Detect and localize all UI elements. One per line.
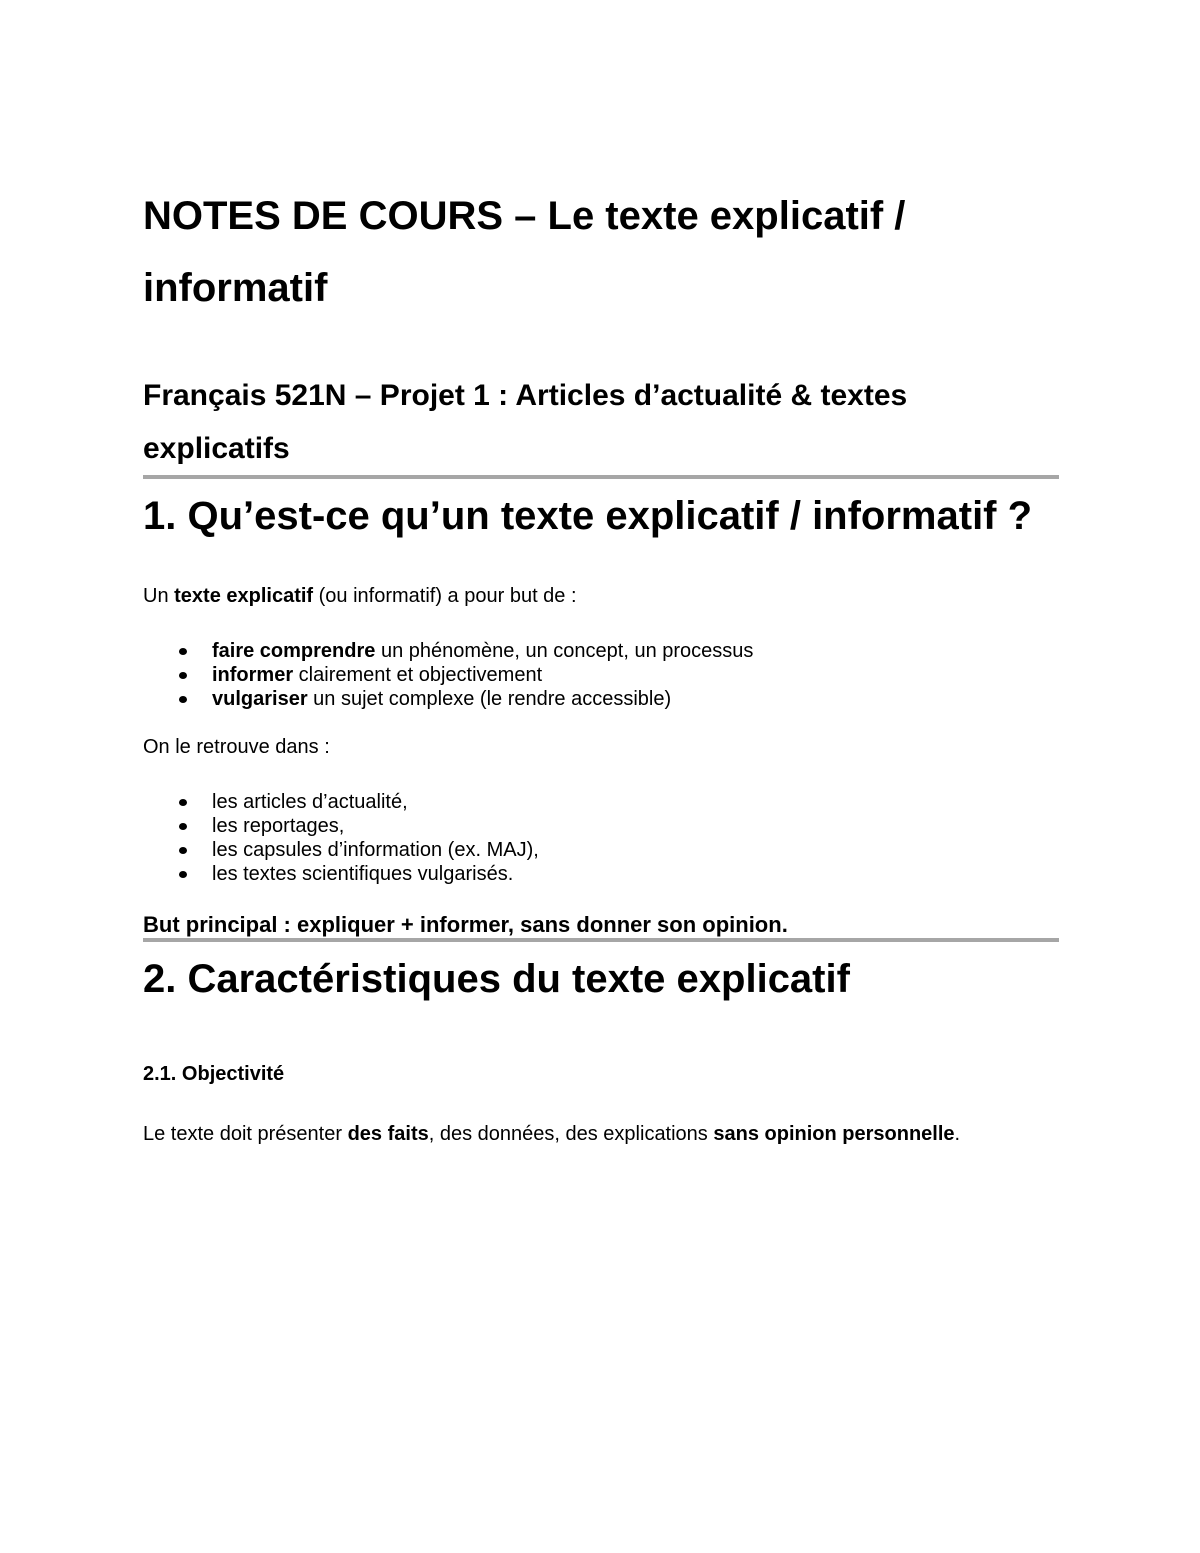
section-1-heading: 1. Qu’est-ce qu’un texte explicatif / informatif ? [143, 494, 1033, 538]
definition-term: texte explicatif [174, 585, 314, 607]
main-goal-statement: But principal : expliquer + informer, sans donner son opinion. [143, 912, 788, 937]
document-content [143, 180, 1059, 1146]
objectivity-paragraph [143, 1122, 1059, 1146]
subsection-heading: 2.1. Objectivité [143, 1063, 285, 1085]
list-item: les capsules d’information (ex. MAJ), [143, 838, 1059, 862]
list-item [143, 687, 1059, 711]
objectivity-text: . [954, 1123, 961, 1145]
objectivity-text: , des données, des explications [428, 1123, 714, 1145]
page-title: NOTES DE COURS – Le texte explicatif / informatif [143, 194, 906, 310]
found-in-list [143, 790, 1059, 886]
definition-text-start: Un [143, 585, 175, 607]
definition-text-end: (ou informatif) a pour but de : [313, 585, 577, 607]
page-subtitle: Français 521N – Projet 1 : Articles d’actualité & textes explicatifs [143, 379, 908, 465]
goal-keyword: informer [212, 664, 294, 686]
goal-text: clairement et objectivement [293, 664, 543, 686]
list-item: les articles d’actualité, [143, 790, 1059, 814]
list-item [143, 639, 1059, 663]
found-in-label: On le retrouve dans : [143, 736, 330, 758]
objectivity-emphasis: des faits [347, 1123, 429, 1145]
objectivity-emphasis: sans opinion personnelle [713, 1123, 955, 1145]
goals-list [143, 639, 1059, 711]
objectivity-text: Le texte doit présenter [143, 1123, 348, 1145]
goal-keyword: vulgariser [212, 688, 308, 710]
list-item: les textes scientifiques vulgarisés. [143, 862, 1059, 886]
definition-paragraph [143, 584, 1059, 608]
list-item: les reportages, [143, 814, 1059, 838]
goal-keyword: faire comprendre [212, 640, 376, 662]
goal-text: un phénomène, un concept, un processus [375, 640, 754, 662]
section-2-heading: 2. Caractéristiques du texte explicatif [143, 957, 850, 1001]
goal-text: un sujet complexe (le rendre accessible) [307, 688, 672, 710]
list-item [143, 663, 1059, 687]
